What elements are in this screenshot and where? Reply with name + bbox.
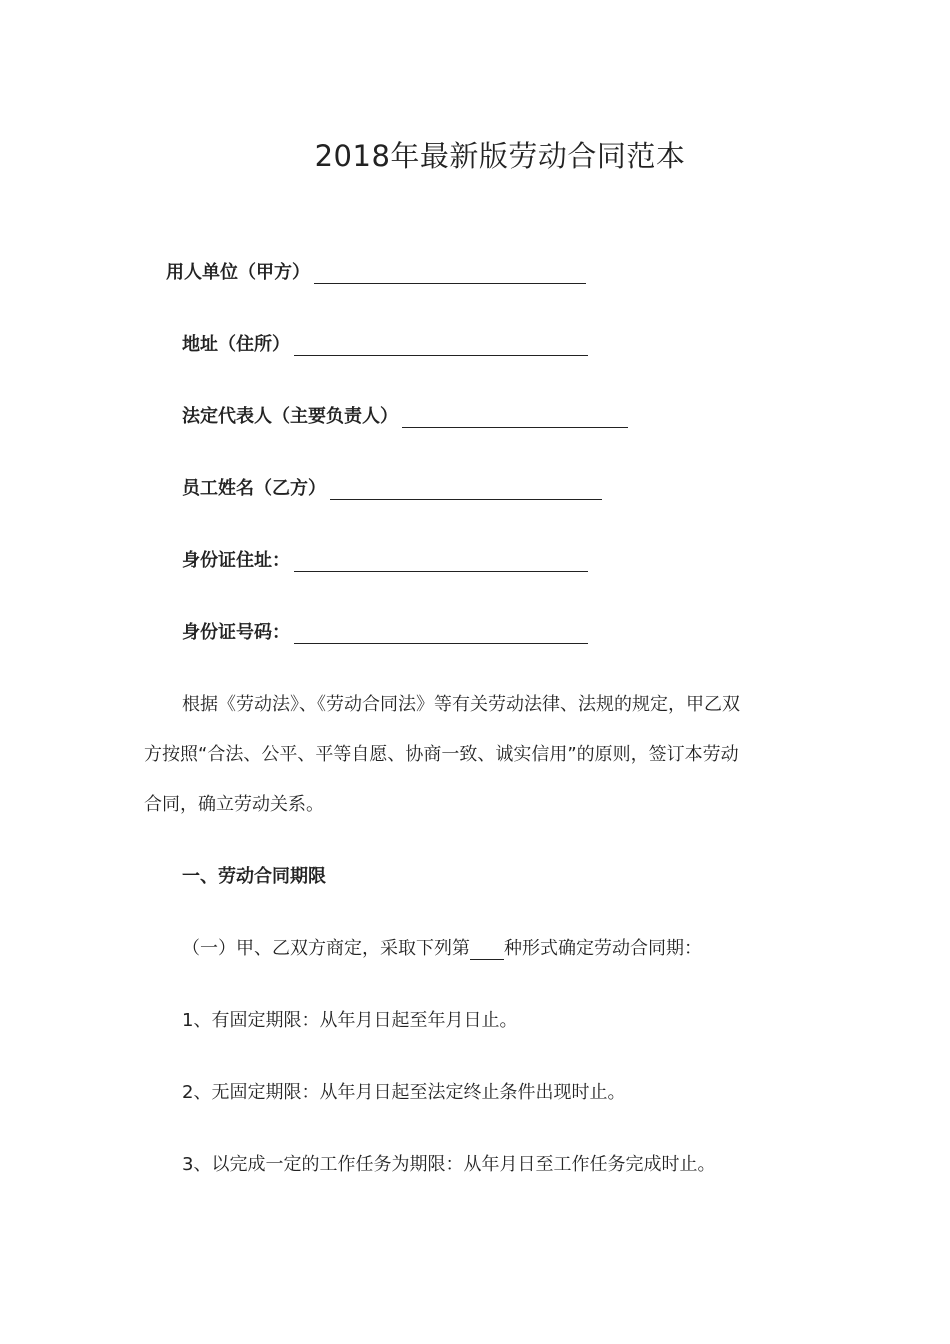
clause-blank-line (470, 941, 504, 960)
employee-name-field (182, 474, 602, 500)
address-field (182, 330, 588, 356)
term-option-1: 1、有固定期限：从年月日起至年月日止。 (182, 1010, 518, 1031)
term-option-3: 3、以完成一定的工作任务为期限：从年月日至工作任务完成时止。 (182, 1154, 716, 1175)
employee-name-blank-line (330, 479, 602, 500)
address-label: 地址（住所） (182, 334, 290, 355)
section-heading: 一、劳动合同期限 (182, 866, 326, 887)
employer-label: 用人单位（甲方） (166, 262, 310, 283)
contract-term-clause (182, 934, 702, 960)
id-number-label: 身份证号码： (182, 622, 290, 643)
id-address-label: 身份证住址： (182, 550, 290, 571)
term-option-2: 2、无固定期限：从年月日起至法定终止条件出现时止。 (182, 1082, 626, 1103)
document-title: 2018年最新版劳动合同范本 (314, 139, 686, 173)
clause-text-after-blank: 种形式确定劳动合同期： (504, 938, 702, 959)
employee-name-label: 员工姓名（乙方） (182, 478, 326, 499)
intro-paragraph-line-2: 方按照“合法、公平、平等自愿、协商一致、诚实信用”的原则，签订本劳动 (144, 744, 739, 765)
id-address-blank-line (294, 551, 588, 572)
employer-field (166, 258, 586, 284)
intro-paragraph-line-1: 根据《劳动法》、《劳动合同法》等有关劳动法律、法规的规定，甲乙双 (182, 694, 740, 715)
legal-representative-label: 法定代表人（主要负责人） (182, 406, 398, 427)
intro-paragraph-line-3: 合同，确立劳动关系。 (144, 794, 324, 815)
legal-representative-field (182, 402, 628, 428)
legal-representative-blank-line (402, 407, 628, 428)
id-number-blank-line (294, 623, 588, 644)
clause-text-before-blank: （一）甲、乙双方商定，采取下列第 (182, 938, 470, 959)
employer-blank-line (314, 263, 586, 284)
address-blank-line (294, 335, 588, 356)
id-number-field (182, 618, 588, 644)
id-address-field (182, 546, 588, 572)
